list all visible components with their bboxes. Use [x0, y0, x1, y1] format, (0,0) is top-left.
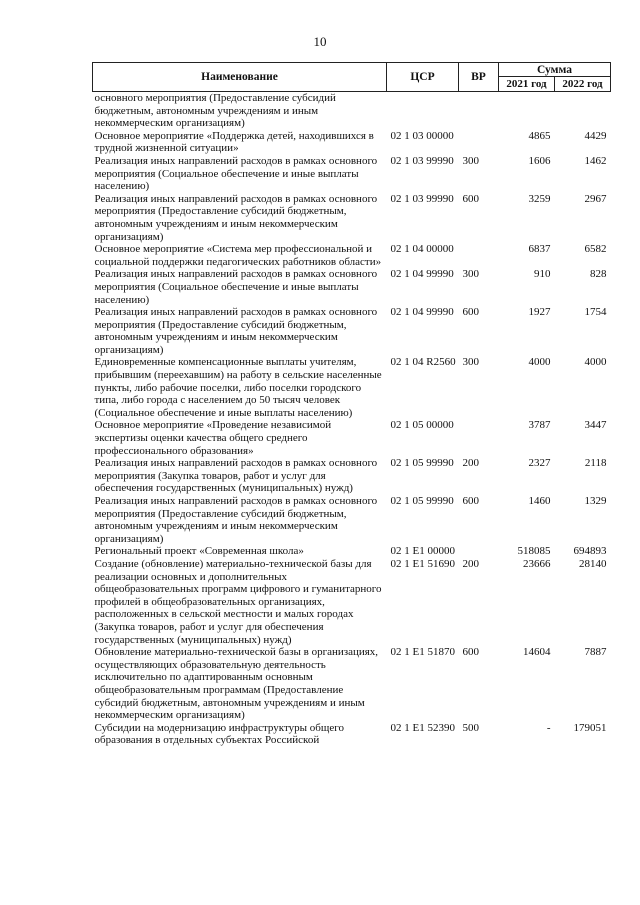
table-row	[93, 306, 611, 356]
cell-csr	[387, 92, 459, 130]
cell-csr: 02 1 E1 52390	[390, 721, 455, 734]
cell-2022: 179051	[573, 721, 607, 734]
table-body	[93, 92, 611, 747]
cell-csr: 02 1 04 99990	[390, 268, 454, 281]
cell-2021: 910	[534, 268, 551, 281]
cell-2021: 1460	[528, 495, 551, 507]
cell-name: основного мероприятия (Предоставление субсидий бюджетным, автономным учреждениям и иным некоммерческим организациям)	[94, 92, 336, 130]
header-name: Наименование	[93, 63, 387, 92]
cell-csr: 02 1 E1 51690	[390, 557, 455, 570]
cell-vr	[459, 243, 499, 268]
cell-2021: 4000	[528, 356, 551, 369]
cell-csr: 02 1 03 99990	[390, 154, 454, 167]
cell-name: Обновление материально-технической базы в организациях, осуществляющих образовательную деятельность исключительно по адаптированным основным общеобразовательным программам (Предоставление субсидий бюджетным, автономным учреждениям и иным некоммерческим организациям)	[94, 646, 379, 722]
cell-csr: 02 1 05 99990	[390, 495, 454, 507]
cell-2021: 1606	[528, 154, 551, 167]
cell-name: Реализация иных направлений расходов в рамках основного мероприятия (Предоставление субсидий бюджетным, автономным учреждениям и иным некоммерческим организациям)	[94, 306, 378, 356]
cell-2021: 2327	[528, 457, 551, 470]
budget-table	[92, 62, 611, 747]
table-row	[93, 130, 611, 155]
header-year-2021: 2021 год	[499, 77, 555, 92]
cell-2022	[555, 92, 611, 130]
cell-2022: 2967	[584, 192, 607, 205]
cell-csr: 02 1 04 99990	[390, 306, 454, 319]
table-row	[93, 419, 611, 457]
cell-2021: 3787	[528, 419, 551, 432]
cell-2021: 3259	[528, 192, 551, 205]
header-year-2022: 2022 год	[555, 77, 611, 92]
cell-2021: 518085	[517, 545, 551, 558]
header-sum: Сумма	[499, 63, 611, 77]
cell-2022: 694893	[573, 545, 607, 558]
cell-2022: 3447	[584, 419, 607, 432]
cell-2022: 7887	[584, 646, 607, 659]
cell-vr: 600	[462, 306, 479, 319]
cell-name: Региональный проект «Современная школа»	[94, 545, 304, 558]
table-row	[93, 243, 611, 268]
cell-2021: 1927	[528, 306, 551, 319]
cell-csr: 02 1 04 R2560	[390, 356, 456, 369]
header-csr: ЦСР	[387, 63, 459, 92]
cell-2022: 6582	[584, 243, 607, 256]
cell-csr: 02 1 E1 51870	[390, 646, 455, 659]
cell-vr: 300	[462, 154, 479, 167]
cell-name: Создание (обновление) материально-технической базы для реализации основных и дополнительных общеобразовательных программ цифрового и гуманитарного профилей в общеобразовательных организациях, расположенных в сельской местности и малых городах (Закупка товаров, работ и услуг для обеспечения государственных (муниципальных) нужд)	[94, 557, 382, 646]
cell-vr: 300	[462, 356, 479, 369]
cell-2022: 4429	[584, 129, 607, 142]
cell-2022: 1329	[584, 495, 607, 507]
cell-csr: 02 1 03 99990	[390, 192, 454, 205]
cell-vr: 500	[462, 721, 479, 734]
cell-csr: 02 1 05 99990	[390, 457, 454, 470]
table-row	[93, 722, 611, 747]
cell-vr	[459, 545, 499, 558]
cell-name: Субсидии на модернизацию инфраструктуры общего образования в отдельных субъектах Российской	[94, 721, 344, 747]
cell-vr: 600	[462, 646, 479, 659]
cell-name: Реализация иных направлений расходов в рамках основного мероприятия (Социальное обеспечение и иные выплаты населению)	[94, 268, 378, 306]
cell-2022: 28140	[579, 557, 607, 570]
cell-2021: 6837	[528, 243, 551, 256]
cell-name: Единовременные компенсационные выплаты учителям, прибывшим (переехавшим) на работу в сельские населенные пункты, либо рабочие поселки, либо поселки городского типа, либо города с населением до 50 тысяч человек (Социальное обеспечение и иные выплаты населению)	[94, 356, 382, 419]
table-row	[93, 356, 611, 419]
table-row	[93, 545, 611, 558]
table-header	[93, 63, 611, 92]
cell-vr: 200	[462, 457, 479, 470]
cell-csr: 02 1 03 00000	[390, 129, 454, 142]
cell-2021	[499, 92, 555, 130]
cell-vr	[459, 92, 499, 130]
cell-name: Основное мероприятие «Поддержка детей, находившихся в трудной жизненной ситуации»	[94, 129, 374, 155]
cell-2021: 23666	[523, 557, 551, 570]
cell-vr: 600	[462, 192, 479, 205]
header-vr: ВР	[459, 63, 499, 92]
cell-vr: 200	[462, 557, 479, 570]
table-row	[93, 155, 611, 193]
cell-vr: 600	[462, 495, 479, 507]
cell-name: Основное мероприятие «Система мер профессиональной и социальной поддержки педагогических работников области»	[94, 243, 382, 268]
cell-2022: 1754	[584, 306, 607, 319]
table-row	[93, 646, 611, 722]
cell-name: Реализация иных направлений расходов в рамках основного мероприятия (Предоставление субсидий бюджетным, автономным учреждениям и иным некоммерческим организациям)	[94, 192, 378, 243]
cell-2022: 4000	[584, 356, 607, 369]
cell-csr: 02 1 E1 00000	[390, 545, 455, 558]
cell-2021: 14604	[523, 646, 551, 659]
table-row	[93, 193, 611, 243]
table-row	[93, 92, 611, 130]
cell-2021: 4865	[528, 129, 551, 142]
table-row	[93, 268, 611, 306]
cell-vr: 300	[462, 268, 479, 281]
cell-name: Реализация иных направлений расходов в рамках основного мероприятия (Закупка товаров, работ и услуг для обеспечения государственных (муниципальных) нужд)	[94, 457, 378, 495]
page-number: 10	[313, 34, 327, 49]
cell-csr: 02 1 05 00000	[390, 419, 454, 432]
table-row	[93, 495, 611, 545]
cell-2021: -	[546, 721, 551, 734]
cell-name: Реализация иных направлений расходов в рамках основного мероприятия (Предоставление субсидий бюджетным, автономным учреждениям и иным некоммерческим организациям)	[94, 495, 378, 545]
cell-2022: 1462	[584, 154, 607, 167]
cell-vr	[459, 130, 499, 155]
cell-2022: 828	[590, 268, 607, 281]
cell-name: Реализация иных направлений расходов в рамках основного мероприятия (Социальное обеспечение и иные выплаты населению)	[94, 154, 378, 193]
cell-csr: 02 1 04 00000	[390, 243, 454, 256]
table-row	[93, 457, 611, 495]
cell-vr	[459, 419, 499, 457]
table-row	[93, 558, 611, 646]
cell-name: Основное мероприятие «Проведение независимой экспертизы оценки качества общего среднего профессионального образования»	[94, 419, 332, 457]
cell-2022: 2118	[584, 457, 607, 470]
